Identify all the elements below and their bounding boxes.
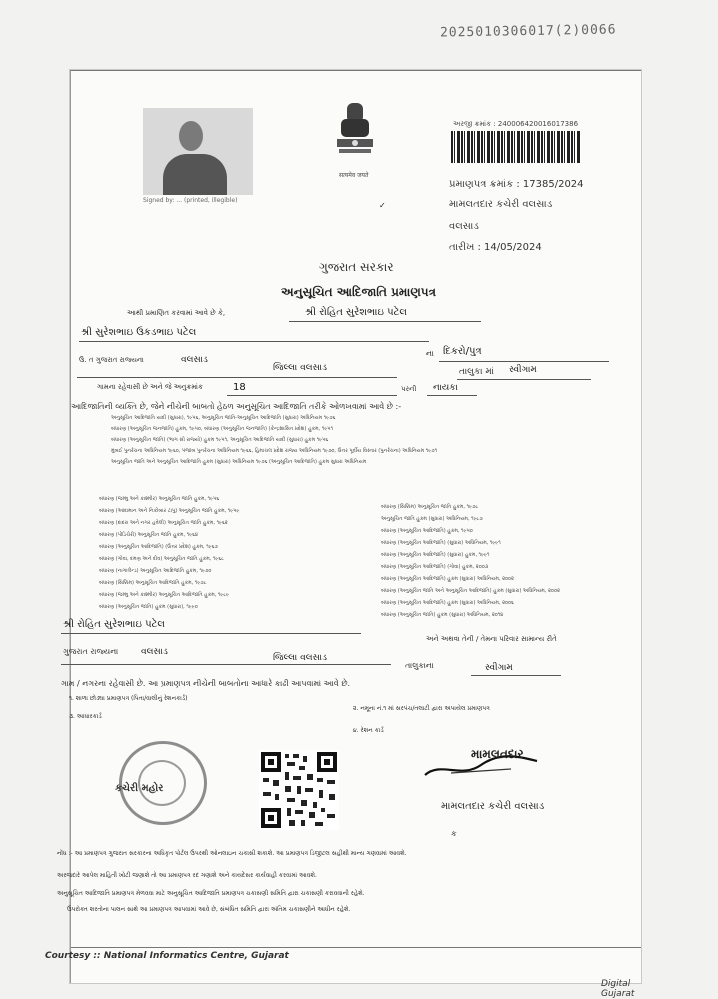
emblem-caption: सत्यमेव जयते (339, 172, 369, 179)
order-item: બંધારણ (ગોવા, દમણ અને દીવ) અનુસૂચિત જાતિ હુકમ, ૧૯૬૮ (99, 556, 224, 562)
resident-taluka-rule (471, 675, 561, 676)
legal-line: મુંબઈ પુનર્રચના અધિનિયમ ૧૯૬૦, પંજાબ પુનર્રચના અધિનિયમ ૧૯૬૬, હિમાચલ પ્રદેશ રાજ્ય અધિનિયમ ૧૯૭૦, ઉત્તર પૂર્વીય વિસ્તાર (પુનર્રચના) અધિનિયમ ૧૯૭૧ (111, 448, 438, 454)
legal-line: બંધારણ (અનુસૂચિત જાતિ) (ભાગ સી રાજ્યો) હુકમ ૧૯૫૧, અનુસૂચિત આદિજાતિ યાદી (સુધારા) હુકમ ૧૯૫૬ (111, 437, 329, 443)
resident-name-rule (61, 633, 361, 634)
taluka-value: સ્વીગામ (509, 365, 537, 375)
order-item: બંધારણ (પોંડિચેરી) અનુસૂચિત જાતિ હુકમ, ૧૯૬૪ (99, 532, 199, 538)
orders-left-column (99, 493, 239, 613)
order-item: બંધારણ (જમ્મુ અને કાશ્મીર) અનુસૂચિત જાતિ હુકમ, ૧૯૫૬ (99, 496, 220, 502)
issuing-office: મામલતદાર કચેરી વલસાડ (449, 199, 553, 210)
order-item: બંધારણ (અનુસૂચિત આદિજાતિ) હુકમ, ૧૯૫૦ (381, 528, 473, 534)
footer-courtesy: Courtesy :: National Informatics Centre, Gujarat (45, 951, 289, 961)
photo-face (179, 121, 203, 151)
order-item: બંધારણ (દાદરા અને નગર હવેલી) અનુસૂચિત જાતિ હુકમ, ૧૯૬૨ (99, 520, 228, 526)
entry-rule (227, 395, 397, 396)
entry-par: પરની (401, 385, 417, 393)
applicant-photo (143, 108, 253, 195)
issue-date: તારીખ : 14/05/2024 (449, 242, 542, 253)
signatory-title: મામલતદાર (471, 747, 524, 761)
relation-suffix: ના (426, 349, 434, 358)
certificate-title: અનુસૂચિત આદિજાતિ પ્રમાણપત્ર (281, 285, 436, 299)
check-mark-icon: ✓ (379, 201, 386, 210)
taluka-rule (457, 379, 591, 380)
footer-rule (71, 947, 641, 948)
note-line: નોંધ :- આ પ્રમાણપત્ર ગુજરાત સરકારના અધિકૃત પોર્ટલ ઉપરથી ઓનલાઇન ચકાસી શકાશે. આ પ્રમાણપત્ર ડિજીટલ સહીથી માન્ય ગણવામાં આવશે. (57, 850, 407, 857)
legal-line: અનુસૂચિત જાતિ અને અનુસૂચિત આદિજાતિ હુકમ (સુધારા) અધિનિયમ ૧૯૭૬ (અનુસૂચિત આદિજાતિ) હુકમ સુધારા અધિનિયમ (111, 459, 367, 465)
legal-line: બંધારણ (અનુસૂચિત જનજાતિ) હુકમ, ૧૯૫૦, બંધારણ (અનુસૂચિત જનજાતિ) (કેન્દ્રશાસિત પ્રદેશ) હુકમ, ૧૯૫૧ (111, 426, 334, 432)
entry-number: 18 (233, 382, 246, 393)
resident-district: જિલ્લા વલસાડ (273, 653, 327, 663)
resident-taluka-label: તાલુકાના (405, 661, 434, 670)
signatory-mark: ક (451, 829, 457, 838)
order-item: બંધારણ (સિક્કિમ) અનુસૂચિત આદિજાતિ હુકમ, ૧૯૭૮ (99, 580, 207, 586)
footer-brand: Digital Gujarat (601, 979, 635, 999)
taluka-label: તાલુકા માં (459, 367, 494, 377)
district-rule (77, 377, 397, 378)
order-item: બંધારણ (અનુસૂચિત આદિજાતિ) (ગોવા) હુકમ, ૨૦૦૩ (381, 564, 489, 570)
resident-state-label: ગુજરાત રાજ્યના (63, 647, 119, 656)
national-emblem-icon (333, 99, 377, 169)
order-item: બંધારણ (અનુસૂચિત આદિજાતિ) (સુધારા) હુકમ, ૧૯૯૧ (381, 552, 490, 558)
state-label: ઉ. ત ગુજરાત રાજ્યના (79, 356, 144, 364)
barcode (451, 131, 581, 163)
district-value: જિલ્લા વલસાડ (273, 363, 327, 373)
tribe-rule (427, 395, 477, 396)
handwritten-number: 2025010306017(2)0066 (439, 22, 617, 41)
holder-name-rule (289, 321, 481, 322)
certify-label: આથી પ્રમાણિત કરવામાં આવે છે કે, (127, 309, 226, 317)
application-number: અરજી ક્રમાંક : 240006420016017386 (453, 120, 579, 128)
order-item: બંધારણ (અનુસૂચિત જાતિ અને અનુસૂચિત આદિજાતિ) હુકમ (સુધારા) અધિનિયમ, ૨૦૦૨ (381, 588, 560, 594)
document-item: ૧. શાળા છોડ્યા પ્રમાણપત્ર (પિતા/વાલીનું રેશનકાર્ડ) (69, 695, 188, 702)
signatory-office: મામલતદાર કચેરી વલસાડ (441, 801, 545, 812)
qr-code (259, 750, 339, 830)
tribe-name: નાયકા (433, 383, 458, 393)
certificate-page (45, 70, 641, 999)
resident-village: વલસાડ (141, 647, 168, 657)
father-name: શ્રી સુરેશભાઇ ઉકડભાઇ પટેલ (81, 327, 197, 338)
order-item: બંધારણ (આંદામાન અને નિકોબાર ટાપુ) અનુસૂચિત જાતિ હુકમ, ૧૯૫૯ (99, 508, 240, 514)
order-item: બંધારણ (અનુસૂચિત આદિજાતિ) હુકમ (સુધારા) અધિનિયમ, ૨૦૦૬ (381, 600, 514, 606)
holder-name: શ્રી રોહિત સુરેશભાઇ પટેલ (305, 307, 407, 318)
resident-taluka: સ્વીગામ (485, 663, 513, 673)
resident-name: શ્રી રોહિત સુરેશભાઇ પટેલ (63, 619, 165, 630)
note-line: અરજદારે આપેલ માહિતી ખોટી જણાશે તો આ પ્રમાણપત્ર રદ ગણાશે અને કાયદેસર કાર્યવાહી કરવામાં આવશે. (57, 872, 317, 879)
order-item: બંધારણ (અનુસૂચિત જાતિ) હુકમ (સુધારા) અધિનિયમ, ૨૦૧૪ (381, 612, 504, 618)
orders-right-column (381, 501, 560, 621)
relation-value: દિકરો/પુત્ર (443, 346, 482, 357)
tribe-statement: આદિજાતિની વ્યક્તિ છે, જેને નીચેની બાબતો હેઠળ અનુસૂચિત આદિજાતિ તરીકે ઓળખવામાં આવે છે :- (71, 402, 402, 411)
entry-prefix: ગામના રહેવાસી છે અને જે અનુક્રમાંક (97, 383, 203, 391)
certificate-number: પ્રમાણપત્ર ક્રમાંક : 17385/2024 (449, 179, 584, 190)
order-item: બંધારણ (અનુસૂચિત આદિજાતિ) હુકમ (સુધારા) અધિનિયમ, ૨૦૦૨ (381, 576, 514, 582)
relation-rule (439, 361, 609, 362)
order-item: બંધારણ (જમ્મુ અને કાશ્મીર) અનુસૂચિત આદિજાતિ હુકમ, ૧૯૮૯ (99, 592, 230, 598)
photo-body (163, 154, 227, 195)
note-line: ઉપરોક્ત શરતોના પાલન સાથે આ પ્રમાણપત્ર આપવામાં આવે છે, સંબંધિત સમિતિ દ્વારા અંતિમ ચકાસણીને આધીન રહેશે. (67, 906, 351, 913)
document-item: ૩. આધારકાર્ડ (69, 713, 102, 720)
resident-district-rule (61, 664, 391, 665)
office-seal-caption: કચેરી મહોર (115, 783, 164, 794)
issuing-place: વલસાડ (449, 221, 479, 232)
basis-statement: ગામ / નગરના રહેવાસી છે. આ પ્રમાણપત્ર નીચેની બાબતોના આધારે કાઢી આપવામાં આવે છે. (61, 679, 351, 688)
document-item: ૨. નમૂના નં.૧ માં સરપંચ/તલાટી દ્વારા અપાયેલ પ્રમાણપત્ર (353, 705, 490, 712)
order-item: બંધારણ (અનુસૂચિત આદિજાતિ) (સુધારા) અધિનિયમ, ૧૯૯૧ (381, 540, 501, 546)
legal-basis (111, 413, 437, 468)
order-item: અનુસૂચિત જાતિ હુકમ (સુધારા) અધિનિયમ, ૧૯૮૭ (381, 516, 483, 522)
order-item: બંધારણ (અનુસૂચિત આદિજાતિ) (ઉત્તર પ્રદેશ) હુકમ, ૧૯૬૭ (99, 544, 218, 550)
father-name-rule (79, 341, 429, 342)
resident-suffix: અને અથવા તેની / તેમના પરિવાર સામાન્ય રીતે (426, 635, 557, 643)
document-item: ૪. રેશન કાર્ડ (353, 727, 384, 734)
photo-caption: Signed by: ... (printed, illegible) (143, 197, 238, 204)
legal-line: અનુસૂચિત આદિજાતિ યાદી (સુધારા), ૧૯૫૬, અનુસૂચિત જાતિ-અનુસૂચિત આદિજાતિ (સુધારા) અધિનિયમ ૧૯૭૬ (111, 415, 336, 421)
order-item: બંધારણ (નાગાલેન્ડ) અનુસૂચિત આદિજાતિ હુકમ, ૧૯૭૦ (99, 568, 212, 574)
note-line: અનુસૂચિત આદિજાતિ પ્રમાણપત્ર મેળવવા માટે અનુસૂચિત આદિજાતિ પ્રમાણપત્ર ચકાસણી સમિતિ દ્વારા ચકાસણી કરાવવાની રહેશે. (57, 890, 365, 897)
order-item: બંધારણ (સિક્કિમ) અનુસૂચિત જાતિ હુકમ, ૧૯૭૮ (381, 504, 479, 510)
government-name: ગુજરાત સરકાર (319, 260, 394, 274)
village-value: વલસાડ (181, 355, 208, 365)
order-item: બંધારણ (અનુસૂચિત જાતિ) હુકમ (સુધારા), ૧૯૯૦ (99, 604, 198, 610)
